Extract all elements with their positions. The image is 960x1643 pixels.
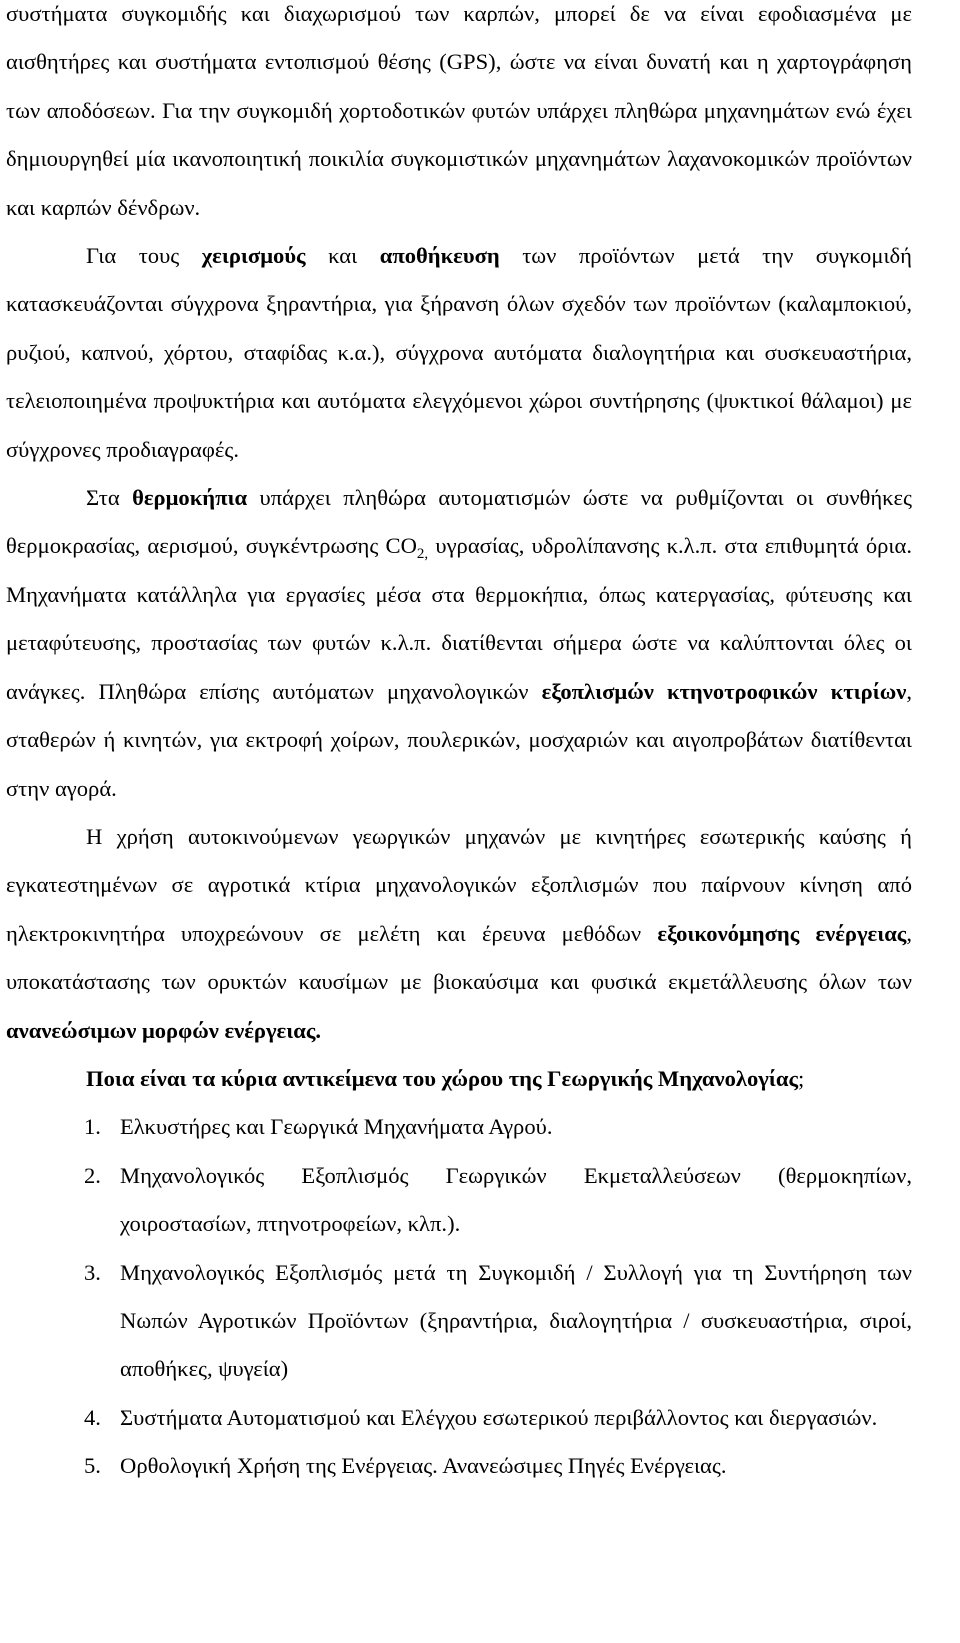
text: Στα xyxy=(86,485,133,511)
numbered-list xyxy=(6,1103,912,1490)
paragraph-greenhouses xyxy=(6,474,912,813)
text: υγρασίας, υδρολίπανσης κ.λ.π. στα επιθυμητά όρια. Μηχανήματα κατάλληλα για εργασίες μέσα στα θερμοκήπια, όπως κατεργασίας, φύτευσης και μεταφύτευσης, προστασίας των φυτών κ.λ.π. διατίθενται σήμερα ώστε να καλύπτονται όλες οι ανάγκες. Πληθώρα επίσης αυτόματων μηχανολογικών xyxy=(6,533,912,704)
text: και xyxy=(305,243,380,269)
bold-term-renewable-energy: ανανεώσιμων μορφών ενέργειας. xyxy=(6,1017,321,1043)
subscript-2: 2, xyxy=(416,546,429,563)
text: υπάρχει πληθώρα αυτοματισμών ώστε να ρυθμίζονται οι συνθήκες θερμοκρασίας, αερισμού, συγκέντρωσης CO xyxy=(6,485,912,559)
list-item-text: Ορθολογική Χρήση της Ενέργειας. Ανανεώσιμες Πηγές Ενέργειας. xyxy=(120,1453,727,1479)
list-item-text: Μηχανολογικός Εξοπλισμός Γεωργικών Εκμεταλλεύσεων (θερμοκηπίων, χοιροστασίων, πτηνοτροφείων, κλπ.). xyxy=(120,1162,912,1237)
list-item xyxy=(6,1152,912,1249)
text: , υποκατάστασης των ορυκτών καυσίμων με βιοκαύσιμα και φυσικά εκμετάλλευσης όλων των xyxy=(6,920,912,995)
text: Η χρήση αυτοκινούμενων γεωργικών μηχανών με κινητήρες εσωτερικής καύσης ή εγκατεστημένων σε αγροτικά κτίρια μηχανολογικών εξοπλισμών που παίρνουν κίνηση από ηλεκτροκινητήρα υποχρεώνουν σε μελέτη και έρευνα μεθόδων xyxy=(6,823,912,946)
list-item xyxy=(6,1103,912,1151)
bold-term-livestock-buildings: εξοπλισμών κτηνοτροφικών κτιρίων xyxy=(541,678,907,704)
question-text: Ποια είναι τα κύρια αντικείμενα του χώρου της Γεωργικής Μηχανολογίας xyxy=(86,1065,798,1091)
text: Για τους xyxy=(86,243,202,269)
question-heading xyxy=(6,1055,912,1103)
list-item-text: Συστήματα Αυτοματισμού και Ελέγχου εσωτερικού περιβάλλοντος και διεργασιών. xyxy=(120,1404,878,1430)
bold-term-storage: αποθήκευση xyxy=(379,243,500,269)
list-number: 2. xyxy=(84,1162,101,1188)
list-number: 4. xyxy=(84,1404,101,1430)
list-item xyxy=(6,1442,912,1490)
bold-term-energy-saving: εξοικονόμησης ενέργειας xyxy=(657,920,907,946)
bold-term-greenhouses: θερμοκήπια xyxy=(132,485,248,511)
question-mark: ; xyxy=(797,1065,805,1091)
list-number: 5. xyxy=(84,1453,101,1479)
paragraph-handling-storage xyxy=(6,232,912,474)
list-number: 3. xyxy=(84,1259,101,1285)
paragraph-harvest-systems: συστήματα συγκομιδής και διαχωρισμού των καρπών, μπορεί δε να είναι εφοδιασμένα με αισθητήρες και συστήματα εντοπισμού θέσης (GPS), ώστε να είναι δυνατή και η χαρτογράφηση των αποδόσεων. Για την συγκομιδή χορτοδοτικών φυτών υπάρχει πληθώρα μηχανημάτων ενώ έχει δημιουργηθεί μία ικανοποιητική ποικιλία συγκομιστικών μηχανημάτων λαχανοκομικών προϊόντων και καρπών δένδρων. xyxy=(6,1,912,220)
list-item-text: Μηχανολογικός Εξοπλισμός μετά τη Συγκομιδή / Συλλογή για τη Συντήρηση των Νωπών Αγροτικών Προϊόντων (ξηραντήρια, διαλογητήρια / συσκευαστήρια, σιροί, αποθήκες, ψυγεία) xyxy=(120,1259,912,1382)
text: των προϊόντων μετά την συγκομιδή κατασκευάζονται σύγχρονα ξηραντήρια, για ξήρανση όλων σχεδόν των προϊόντων (καλαμποκιού, ρυζιού, καπνού, χόρτου, σταφίδας κ.α.), σύγχρονα αυτόματα διαλογητήρια και συσκευαστήρια, τελειοποιημένα προψυκτήρια και αυτόματα ελεγχόμενοι χώροι συντήρησης (ψυκτικοί θάλαμοι) με σύγχρονες προδιαγραφές. xyxy=(6,243,912,462)
list-item xyxy=(6,1249,912,1394)
list-item xyxy=(6,1394,912,1442)
bold-term-handling: χειρισμούς xyxy=(201,243,306,269)
list-number: 1. xyxy=(84,1114,101,1140)
list-item-text: Ελκυστήρες και Γεωργικά Μηχανήματα Αγρού. xyxy=(120,1114,553,1140)
text: , σταθερών ή κινητών, για εκτροφή χοίρων, πουλερικών, μοσχαριών και αιγοπροβάτων διατίθενται στην αγορά. xyxy=(6,678,912,801)
paragraph-energy xyxy=(6,813,912,1055)
